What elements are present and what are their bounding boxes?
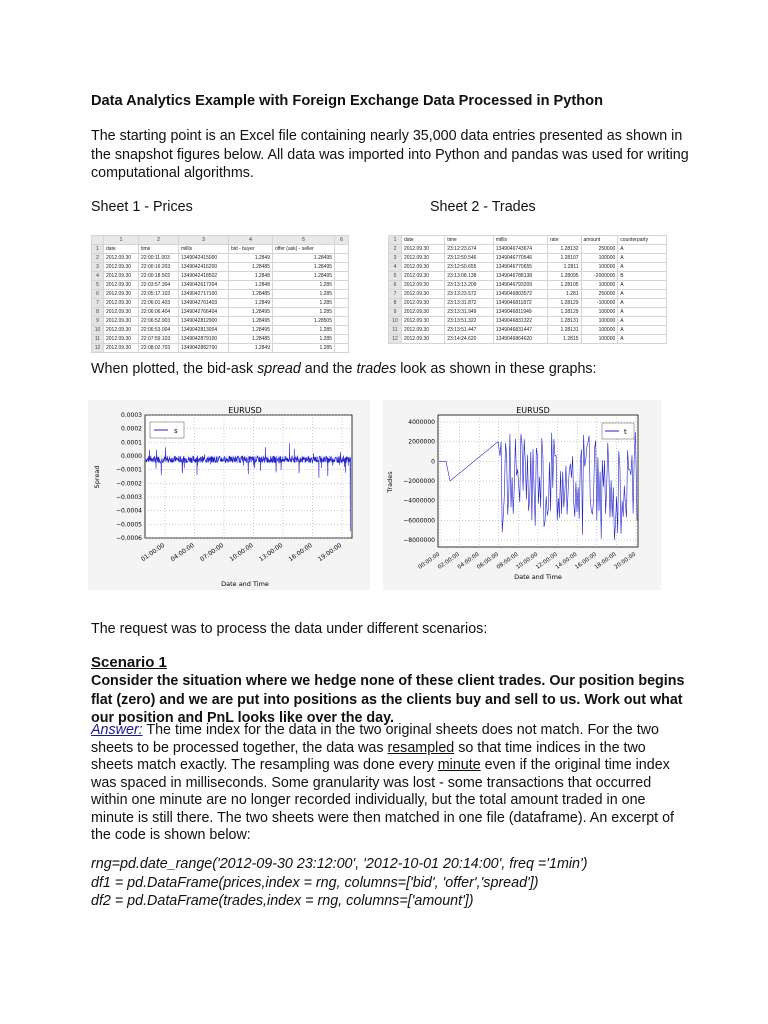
- trades-y-tick-label: −4000000: [403, 497, 435, 505]
- sheet1-row-number: 6: [92, 290, 104, 299]
- sheet1-cell-millis: 1349042766404: [179, 308, 229, 317]
- sheet2-cell-millis: 1349046803572: [493, 290, 547, 299]
- request-paragraph: The request was to process the data under different scenarios:: [91, 621, 488, 637]
- sheet1-cell-bid: 1.28495: [229, 317, 273, 326]
- sheet1-cell-offer: 1.285: [273, 308, 335, 317]
- code-line-2: df1 = pd.DataFrame(prices,index = rng, columns=['bid', 'offer','spread']): [91, 875, 539, 891]
- sheet2-cell-millis: 1349046788138: [493, 272, 547, 281]
- sheet2-table-row: [389, 326, 667, 335]
- sheet2-header-cell: date: [401, 236, 444, 245]
- sheet1-cell-empty: [335, 281, 349, 290]
- code-line-1: rng=pd.date_range('2012-09-30 23:12:00', '2012-10-01 20:14:00', freq ='1min'): [91, 856, 588, 872]
- trades-chart-ylabel: Trades: [386, 471, 394, 493]
- sheet1-header-cell: [335, 245, 349, 254]
- sheet2-table-row: [389, 245, 667, 254]
- sheet2-cell-rate: 1.28105: [547, 281, 581, 290]
- sheet1-cell-millis: 1349042761403: [179, 299, 229, 308]
- sheet2-cell-rate: 1.28129: [547, 299, 581, 308]
- sheet1-row-number: 8: [92, 308, 104, 317]
- sheet1-cell-offer: 1.285: [273, 290, 335, 299]
- sheet2-cell-time: 23:13:08.138: [445, 272, 494, 281]
- sheet2-cell-millis: 1349046831447: [493, 326, 547, 335]
- trades-x-tick-label: 18:00:00: [593, 551, 618, 571]
- sheet2-row-number: 9: [389, 308, 402, 317]
- trades-x-tick-label: 06:00:00: [476, 551, 500, 571]
- spread-x-tick-label: 07:00:00: [199, 541, 226, 564]
- sheet2-table-row: [389, 317, 667, 326]
- sheet2-cell-time: 23:13:51.322: [445, 317, 494, 326]
- sheet2-cell-rate: 1.28129: [547, 308, 581, 317]
- trades-y-tick-label: −6000000: [403, 517, 435, 525]
- sheet1-table-row: [92, 290, 349, 299]
- sheet1-cell-millis: 1349042812900: [179, 317, 229, 326]
- sheet1-cell-date: 2012.09.30: [104, 290, 139, 299]
- sheet2-row-number: 2: [389, 245, 402, 254]
- sheet2-cell-time: 23:13:31.872: [445, 299, 494, 308]
- sheet2-cell-rate: 1.28132: [547, 245, 581, 254]
- sheet1-header-cell: date: [104, 245, 139, 254]
- sheet1-label: Sheet 1 - Prices: [91, 199, 193, 215]
- sheet1-cell-offer: 1.28495: [273, 272, 335, 281]
- sheet1-cell-date: 2012.09.30: [104, 335, 139, 344]
- trades-x-tick-label: 08:00:00: [495, 551, 520, 571]
- minute-word: minute: [437, 757, 481, 773]
- trades-legend-label: t: [624, 428, 627, 436]
- sheet1-row-number: 10: [92, 326, 104, 335]
- sheet1-cell-bid: 1.2848: [229, 272, 273, 281]
- sheet1-cell-millis: 1349042617304: [179, 281, 229, 290]
- sheet1-header-cell: bid - buyer: [229, 245, 273, 254]
- sheet1-cell-offer: 1.285: [273, 299, 335, 308]
- sheet2-row-number: 4: [389, 263, 402, 272]
- sheet1-table-row: [92, 281, 349, 290]
- sheet2-cell-amount: 250000: [581, 290, 618, 299]
- sheet2-cell-date: 2012.09.30: [401, 263, 444, 272]
- sheet2-cell-millis: 1349046793209: [493, 281, 547, 290]
- sheet1-header-row: [92, 245, 349, 254]
- sheet1-column-number: 2: [139, 236, 179, 245]
- sheet1-cell-time: 22:08:02.703: [139, 344, 179, 353]
- spread-y-tick-label: −0.0004: [115, 507, 142, 515]
- sheet2-cell-millis: 1349046811872: [493, 299, 547, 308]
- sheet2-cell-counterparty: B: [618, 272, 667, 281]
- sheet2-table-row: [389, 281, 667, 290]
- trades-chart-xlabel: Date and Time: [514, 573, 562, 581]
- sheet2-cell-millis: 1349046743674: [493, 245, 547, 254]
- sheet2-cell-counterparty: A: [618, 245, 667, 254]
- sheet1-column-number: 1: [104, 236, 139, 245]
- sheet1-cell-time: 22:05:17.103: [139, 290, 179, 299]
- sheet1-cell-offer: 1.285: [273, 281, 335, 290]
- sheet2-cell-amount: -2000000: [581, 272, 618, 281]
- sheet1-cell-millis: 1349042813004: [179, 326, 229, 335]
- sheet2-row-number: 1: [389, 236, 402, 245]
- sheet1-cell-empty: [335, 254, 349, 263]
- sheet1-cell-bid: 1.28495: [229, 326, 273, 335]
- sheet2-header-cell: time: [445, 236, 494, 245]
- sheet2-cell-counterparty: A: [618, 299, 667, 308]
- sheet1-cell-time: 22:06:52.903: [139, 317, 179, 326]
- spread-y-tick-label: −0.0006: [115, 535, 142, 542]
- sheet2-cell-millis: 1349046770655: [493, 263, 547, 272]
- sheet2-row-number: 12: [389, 335, 402, 344]
- sheet1-cell-date: 2012.09.30: [104, 263, 139, 272]
- sheet1-table-row: [92, 335, 349, 344]
- sheet1-row-number: 7: [92, 299, 104, 308]
- sheet2-cell-counterparty: A: [618, 290, 667, 299]
- sheet2-table-row: [389, 272, 667, 281]
- sheet1-corner-cell: [92, 236, 104, 245]
- sheet2-table-row: [389, 263, 667, 272]
- sheet2-cell-date: 2012.09.30: [401, 290, 444, 299]
- sheet1-cell-date: 2012.09.30: [104, 254, 139, 263]
- trades-chart-title: EURUSD: [516, 406, 550, 415]
- sheet2-cell-counterparty: A: [618, 281, 667, 290]
- sheet2-cell-amount: 250000: [581, 245, 618, 254]
- sheet2-label: Sheet 2 - Trades: [430, 199, 536, 215]
- sheet1-row-number: 5: [92, 281, 104, 290]
- trades-sheet-snapshot: [388, 235, 667, 344]
- sheet1-cell-bid: 1.2849: [229, 254, 273, 263]
- sheet1-cell-offer: 1.285: [273, 335, 335, 344]
- sheet2-cell-amount: 100000: [581, 335, 618, 344]
- sheet2-cell-millis: 1349046811949: [493, 308, 547, 317]
- sheet2-cell-time: 23:13:51.447: [445, 326, 494, 335]
- sheet1-cell-empty: [335, 299, 349, 308]
- sheet1-header-cell: millis: [179, 245, 229, 254]
- trades-x-tick-label: 04:00:00: [456, 551, 481, 571]
- trades-x-tick-label: 14:00:00: [554, 551, 579, 571]
- sheet1-cell-bid: 1.2849: [229, 344, 273, 353]
- sheet1-cell-empty: [335, 335, 349, 344]
- sheet1-cell-bid: 1.28485: [229, 290, 273, 299]
- sheet2-table-row: [389, 290, 667, 299]
- spread-y-tick-label: 0.0002: [121, 425, 142, 433]
- trades-y-tick-label: 4000000: [408, 419, 435, 426]
- sheet1-cell-time: 22:06:01.403: [139, 299, 179, 308]
- trades-y-tick-label: 0: [431, 458, 435, 466]
- sheet1-table-row: [92, 326, 349, 335]
- spread-y-tick-label: 0.0003: [121, 412, 142, 419]
- sheet1-column-number-row: [92, 236, 349, 245]
- spread-x-tick-label: 01:00:00: [140, 541, 167, 564]
- sheet2-cell-date: 2012.09.30: [401, 245, 444, 254]
- sheet1-cell-date: 2012.09.30: [104, 344, 139, 353]
- spread-word: spread: [257, 361, 301, 377]
- prices-sheet-snapshot: [91, 235, 349, 353]
- sheet1-cell-millis: 1349042717100: [179, 290, 229, 299]
- sheet2-cell-millis: 1349046864620: [493, 335, 547, 344]
- sheet1-cell-offer: 1.28505: [273, 317, 335, 326]
- spread-x-tick-label: 13:00:00: [258, 541, 285, 564]
- spread-y-tick-label: −0.0001: [115, 466, 142, 474]
- trades-x-tick-label: 20:00:00: [613, 551, 638, 571]
- plotted-text-middle: and the: [300, 361, 357, 377]
- code-line-3: df2 = pd.DataFrame(trades,index = rng, columns=['amount']): [91, 893, 474, 909]
- sheet2-cell-time: 23:12:23.674: [445, 245, 494, 254]
- sheet1-cell-offer: 1.285: [273, 344, 335, 353]
- sheet1-cell-empty: [335, 308, 349, 317]
- sheet2-header-cell: counterparty: [618, 236, 667, 245]
- trades-chart: [383, 400, 661, 590]
- spread-y-tick-label: 0.0001: [121, 439, 142, 447]
- answer-text-b: so that time indices in the two sheets match exactly. The resampling was done every: [91, 739, 646, 773]
- sheet1-cell-time: 22:06:53.004: [139, 326, 179, 335]
- sheet1-cell-bid: 1.28485: [229, 335, 273, 344]
- sheet1-table-row: [92, 299, 349, 308]
- sheet1-table-row: [92, 344, 349, 353]
- sheet1-cell-empty: [335, 344, 349, 353]
- sheet1-cell-date: 2012.09.30: [104, 281, 139, 290]
- sheet2-cell-amount: 100000: [581, 281, 618, 290]
- sheet1-table-row: [92, 263, 349, 272]
- spread-chart-ylabel: Spread: [93, 465, 101, 489]
- sheet2-row-number: 6: [389, 281, 402, 290]
- sheet1-cell-date: 2012.09.30: [104, 317, 139, 326]
- sheet2-table-row: [389, 335, 667, 344]
- sheet2-row-number: 3: [389, 254, 402, 263]
- sheet1-cell-date: 2012.09.30: [104, 308, 139, 317]
- sheet2-cell-amount: 100000: [581, 263, 618, 272]
- sheet2-cell-date: 2012.09.30: [401, 254, 444, 263]
- trades-x-tick-label: 02:00:00: [437, 551, 461, 571]
- sheet2-cell-counterparty: A: [618, 317, 667, 326]
- plotted-text-after: look as shown in these graphs:: [396, 361, 597, 377]
- sheet2-cell-counterparty: A: [618, 326, 667, 335]
- sheet2-cell-amount: -100000: [581, 299, 618, 308]
- spread-chart: [88, 400, 370, 590]
- spread-y-tick-label: −0.0005: [115, 521, 142, 529]
- sheet1-cell-time: 22:00:11.003: [139, 254, 179, 263]
- sheet1-cell-time: 22:07:59.103: [139, 335, 179, 344]
- sheet1-cell-offer: 1.28495: [273, 254, 335, 263]
- sheet2-table-row: [389, 254, 667, 263]
- spread-x-tick-label: 04:00:00: [169, 541, 196, 564]
- sheet1-cell-date: 2012.09.30: [104, 299, 139, 308]
- sheet2-cell-time: 23:13:23.572: [445, 290, 494, 299]
- sheet1-header-cell: offer (ask) - seller: [273, 245, 335, 254]
- sheet2-cell-rate: 1.28131: [547, 317, 581, 326]
- sheet2-table-row: [389, 299, 667, 308]
- sheet2-header-cell: amount: [581, 236, 618, 245]
- intro-paragraph: The starting point is an Excel file containing nearly 35,000 data entries presented as shown in the snapshot figures below. All data was imported into Python and pandas was used for writing computational algorithms.: [91, 128, 689, 181]
- sheet1-cell-empty: [335, 263, 349, 272]
- sheet2-cell-date: 2012.09.30: [401, 272, 444, 281]
- answer-text-c: even if the original time index was spaced in milliseconds. Some granularity was lost - some transactions that occurred within one minute are no longer recorded individually, but the total amount traded in one minute is still there. The two sheets were then matched in one file (dataframe). An excerpt of the code is shown below:: [91, 757, 675, 843]
- sheet1-cell-empty: [335, 317, 349, 326]
- sheet1-cell-millis: 1349042879100: [179, 335, 229, 344]
- trades-y-tick-label: 2000000: [408, 438, 435, 446]
- sheet1-row-number: 9: [92, 317, 104, 326]
- sheet1-row-number: 4: [92, 272, 104, 281]
- trades-x-tick-label: 16:00:00: [574, 551, 598, 571]
- sheet2-cell-time: 23:12:50.655: [445, 263, 494, 272]
- sheet2-cell-date: 2012.09.30: [401, 335, 444, 344]
- sheet2-cell-rate: 1.281: [547, 290, 581, 299]
- sheet1-cell-bid: 1.28495: [229, 308, 273, 317]
- sheet1-cell-millis: 1349042418502: [179, 272, 229, 281]
- trades-x-tick-label: 10:00:00: [515, 551, 540, 571]
- sheet2-header-cell: millis: [493, 236, 547, 245]
- sheet1-cell-date: 2012.09.30: [104, 326, 139, 335]
- scenario-description: Consider the situation where we hedge none of these client trades. Our position begins flat (zero) and we are put into positions as the clients buy and sell to us. Work out what our position and PnL looks like over the day.: [91, 673, 685, 726]
- sheet1-cell-date: 2012.09.30: [104, 272, 139, 281]
- trades-x-tick-label: 00:00:00: [417, 551, 442, 571]
- sheet2-header-row: [389, 236, 667, 245]
- sheet2-cell-time: 23:13:31.949: [445, 308, 494, 317]
- sheet1-table-row: [92, 254, 349, 263]
- sheet2-row-number: 11: [389, 326, 402, 335]
- trades-y-tick-label: −8000000: [403, 537, 435, 544]
- sheet2-cell-counterparty: A: [618, 308, 667, 317]
- spread-y-tick-label: −0.0003: [115, 494, 142, 501]
- sheet2-cell-rate: 1.28095: [547, 272, 581, 281]
- sheet2-cell-time: 23:12:50.546: [445, 254, 494, 263]
- spread-y-tick-label: −0.0002: [115, 480, 142, 488]
- sheet1-column-number: 5: [273, 236, 335, 245]
- sheet1-cell-empty: [335, 272, 349, 281]
- sheet2-table-row: [389, 308, 667, 317]
- sheet2-cell-time: 23:14:24.620: [445, 335, 494, 344]
- answer-text-a: The time index for the data in the two original sheets does not match. For the two sheets to be processed together, the data was: [91, 722, 659, 756]
- sheet2-cell-rate: 1.28131: [547, 326, 581, 335]
- sheet2-cell-rate: 1.2815: [547, 335, 581, 344]
- sheet2-cell-date: 2012.09.30: [401, 308, 444, 317]
- spread-chart-xlabel: Date and Time: [221, 580, 269, 588]
- sheet1-cell-millis: 1349042415000: [179, 254, 229, 263]
- sheet2-cell-counterparty: A: [618, 335, 667, 344]
- sheet1-cell-millis: 1349042416200: [179, 263, 229, 272]
- trades-word: trades: [356, 361, 397, 377]
- sheet2-cell-rate: 1.2811: [547, 263, 581, 272]
- sheet1-row-number: 2: [92, 254, 104, 263]
- spread-x-tick-label: 16:00:00: [287, 541, 314, 564]
- sheet2-cell-amount: 100000: [581, 317, 618, 326]
- sheet1-cell-empty: [335, 326, 349, 335]
- sheet2-header-cell: rate: [547, 236, 581, 245]
- sheet2-cell-millis: 1349046831322: [493, 317, 547, 326]
- sheet1-cell-bid: 1.2848: [229, 281, 273, 290]
- sheet1-table-row: [92, 308, 349, 317]
- scenario-answer: [91, 722, 691, 845]
- sheet1-row-number: 1: [92, 245, 104, 254]
- sheet2-cell-time: 23:13:13.209: [445, 281, 494, 290]
- sheet1-cell-time: 22:00:16.203: [139, 263, 179, 272]
- sheet2-cell-amount: 100000: [581, 308, 618, 317]
- sheet2-cell-date: 2012.09.30: [401, 299, 444, 308]
- sheet1-cell-millis: 1349042882700: [179, 344, 229, 353]
- sheet2-cell-millis: 1349046770546: [493, 254, 547, 263]
- sheet1-header-cell: time: [139, 245, 179, 254]
- sheet1-column-number: 3: [179, 236, 229, 245]
- sheet2-row-number: 7: [389, 290, 402, 299]
- plotted-text-before: When plotted, the bid-ask: [91, 361, 258, 377]
- sheet1-cell-bid: 1.2849: [229, 299, 273, 308]
- plotted-paragraph: [91, 360, 691, 379]
- scenario-title: Scenario 1: [91, 654, 167, 671]
- trades-y-tick-label: −2000000: [403, 478, 435, 485]
- sheet2-cell-date: 2012.09.30: [401, 281, 444, 290]
- sheet1-cell-time: 22:06:06.404: [139, 308, 179, 317]
- page-title: Data Analytics Example with Foreign Exchange Data Processed in Python: [91, 93, 604, 109]
- resampled-word: resampled: [387, 739, 455, 756]
- sheet1-cell-offer: 1.285: [273, 326, 335, 335]
- sheet2-cell-rate: 1.28107: [547, 254, 581, 263]
- sheet2-cell-amount: 100000: [581, 326, 618, 335]
- sheet1-cell-time: 22:03:57.304: [139, 281, 179, 290]
- answer-label: Answer:: [91, 722, 143, 738]
- sheet2-cell-date: 2012.09.30: [401, 326, 444, 335]
- trades-x-tick-label: 12:00:00: [535, 551, 559, 571]
- spread-x-tick-label: 10:00:00: [228, 541, 255, 564]
- sheet1-row-number: 3: [92, 263, 104, 272]
- sheet1-cell-empty: [335, 290, 349, 299]
- sheet1-column-number: 4: [229, 236, 273, 245]
- sheet1-table-row: [92, 272, 349, 281]
- sheet1-cell-offer: 1.28495: [273, 263, 335, 272]
- spread-chart-title: EURUSD: [228, 406, 262, 415]
- spread-legend-label: s: [174, 427, 178, 435]
- sheet1-table-row: [92, 317, 349, 326]
- sheet2-cell-counterparty: A: [618, 263, 667, 272]
- sheet2-cell-amount: 100000: [581, 254, 618, 263]
- sheet1-column-number: 6: [335, 236, 349, 245]
- sheet2-row-number: 8: [389, 299, 402, 308]
- sheet1-row-number: 11: [92, 335, 104, 344]
- sheet2-row-number: 5: [389, 272, 402, 281]
- sheet2-cell-counterparty: A: [618, 254, 667, 263]
- sheet2-cell-date: 2012.09.30: [401, 317, 444, 326]
- spread-y-tick-label: 0.0000: [121, 453, 142, 460]
- sheet1-cell-time: 22:00:18.502: [139, 272, 179, 281]
- spread-x-tick-label: 19:00:00: [317, 541, 344, 564]
- sheet1-row-number: 12: [92, 344, 104, 353]
- sheet2-row-number: 10: [389, 317, 402, 326]
- sheet1-cell-bid: 1.28485: [229, 263, 273, 272]
